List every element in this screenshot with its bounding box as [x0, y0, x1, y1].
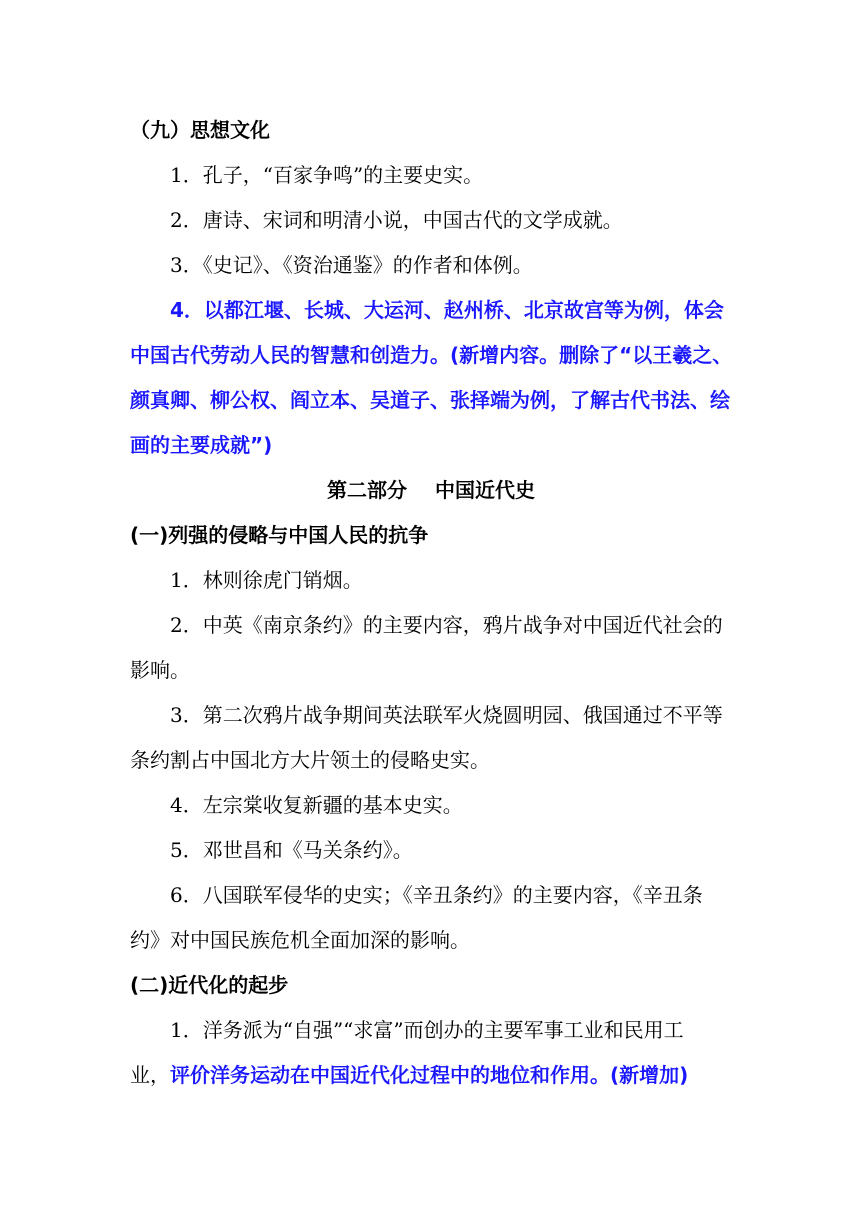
- list-item: 1．洋务派为“自强”“求富”而创办的主要军事工业和民用工: [170, 1018, 684, 1042]
- highlighted-new-content: 评价洋务运动在中国近代化过程中的地位和作用。(新增加): [170, 1063, 689, 1087]
- section-heading-thought-culture: （九）思想文化: [130, 118, 270, 142]
- list-item: 1．孔子，“百家争鸣”的主要史实。: [170, 163, 484, 187]
- list-item: 1．林则徐虎门销烟。: [170, 568, 363, 592]
- continuation-prefix: 业，: [130, 1063, 170, 1087]
- list-item-continuation: 影响。: [130, 658, 190, 682]
- highlighted-list-item-continuation: 中国古代劳动人民的智慧和创造力。(新增内容。删除了“以王羲之、: [130, 343, 733, 367]
- list-item-continuation: 约》对中国民族危机全面加深的影响。: [130, 928, 470, 952]
- list-item-continuation: [130, 1053, 732, 1098]
- list-item: 3．《史记》、《资治通鉴》的作者和体例。: [170, 253, 533, 277]
- part-title: [130, 468, 732, 513]
- section-heading-modernization: (二)近代化的起步: [130, 973, 289, 997]
- list-item: 4．左宗棠收复新疆的基本史实。: [170, 793, 463, 817]
- highlighted-list-item: 4．以都江堰、长城、大运河、赵州桥、北京故宫等为例，体会: [170, 298, 724, 322]
- list-item: 2．中英《南京条约》的主要内容，鸦片战争对中国近代社会的: [170, 613, 723, 637]
- section-heading-invasion-resistance: (一)列强的侵略与中国人民的抗争: [130, 523, 429, 547]
- part-name: 中国近代史: [435, 478, 535, 502]
- list-item-continuation: 条约割占中国北方大片领土的侵略史实。: [130, 748, 490, 772]
- highlighted-list-item-continuation: 画的主要成就”): [130, 433, 273, 457]
- highlighted-list-item-continuation: 颜真卿、柳公权、阎立本、吴道子、张择端为例，了解古代书法、绘: [130, 388, 730, 412]
- list-item: 3．第二次鸦片战争期间英法联军火烧圆明园、俄国通过不平等: [170, 703, 723, 727]
- list-item: 6．八国联军侵华的史实；《辛丑条约》的主要内容，《辛丑条: [170, 883, 703, 907]
- list-item: 2．唐诗、宋词和明清小说，中国古代的文学成就。: [170, 208, 623, 232]
- document-page: [130, 108, 732, 1098]
- part-number: 第二部分: [327, 478, 407, 502]
- list-item: 5．邓世昌和《马关条约》。: [170, 838, 413, 862]
